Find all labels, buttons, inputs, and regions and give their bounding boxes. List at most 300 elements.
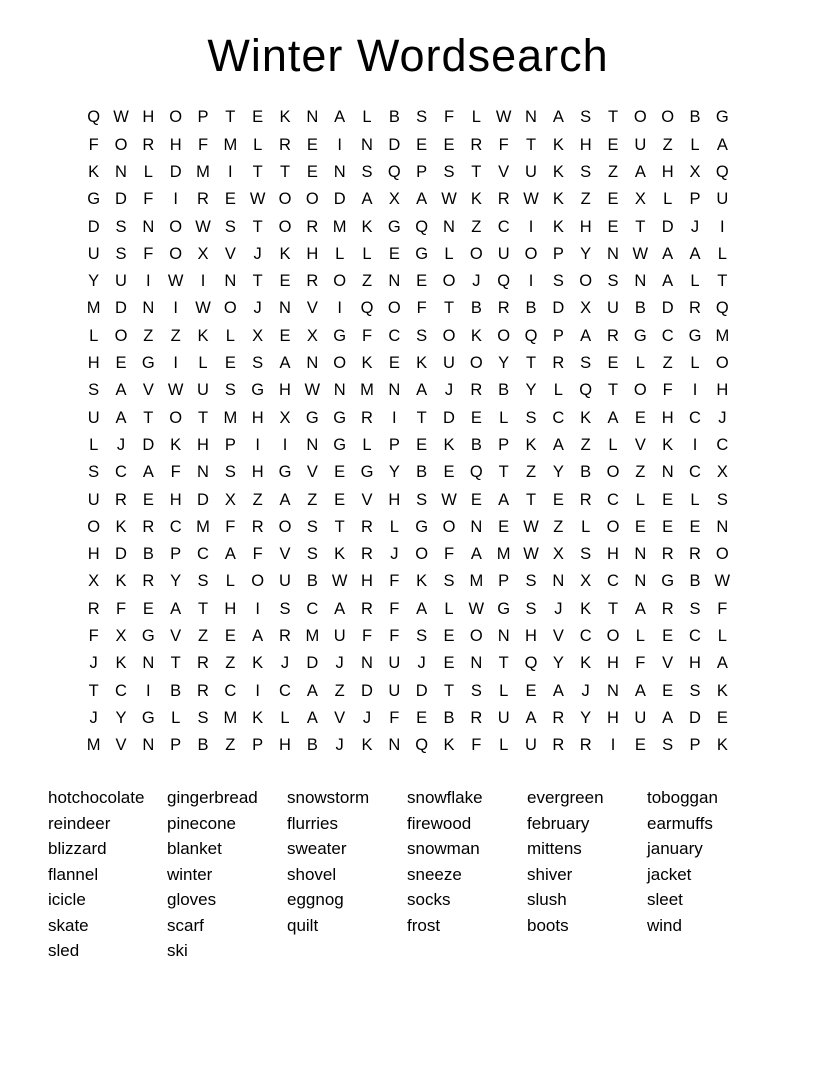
grid-cell: H bbox=[579, 135, 592, 154]
grid-cell: Z bbox=[607, 162, 619, 181]
grid-cell: T bbox=[607, 108, 619, 127]
grid-cell: C bbox=[279, 681, 291, 700]
grid-cell: K bbox=[279, 244, 291, 263]
grid-cell: O bbox=[114, 135, 128, 154]
grid-cell: A bbox=[634, 681, 646, 700]
grid-cell: O bbox=[169, 244, 183, 263]
grid-cell: S bbox=[716, 490, 728, 509]
grid-cell: E bbox=[634, 517, 646, 536]
grid-cell: L bbox=[499, 736, 509, 755]
grid-cell: F bbox=[443, 545, 455, 564]
grid-cell: V bbox=[224, 244, 236, 263]
grid-cell: Y bbox=[88, 272, 100, 291]
grid-cell: L bbox=[717, 627, 727, 646]
grid-cell: S bbox=[525, 572, 537, 591]
grid-cell: N bbox=[634, 272, 647, 291]
grid-cell: T bbox=[252, 162, 263, 181]
grid-cell: F bbox=[88, 135, 99, 154]
grid-cell: E bbox=[634, 408, 646, 427]
grid-cell: W bbox=[495, 108, 512, 127]
grid-cell: F bbox=[498, 135, 509, 154]
grid-cell: E bbox=[443, 463, 455, 482]
grid-cell: S bbox=[416, 108, 428, 127]
page-title: Winter Wordsearch bbox=[207, 30, 609, 81]
grid-cell: H bbox=[361, 572, 373, 591]
grid-cell: I bbox=[528, 272, 534, 291]
grid-cell: S bbox=[197, 708, 209, 727]
grid-cell: J bbox=[280, 654, 290, 673]
grid-cell: S bbox=[552, 272, 564, 291]
grid-cell: C bbox=[607, 572, 619, 591]
grid-cell: A bbox=[607, 408, 619, 427]
grid-cell: Y bbox=[580, 244, 592, 263]
grid-cell: M bbox=[196, 517, 210, 536]
grid-cell: H bbox=[388, 490, 401, 509]
grid-cell: L bbox=[444, 244, 454, 263]
grid-cell: E bbox=[662, 490, 674, 509]
grid-cell: N bbox=[388, 381, 401, 400]
grid-cell: U bbox=[716, 190, 729, 209]
grid-cell: F bbox=[389, 599, 400, 618]
grid-cell: R bbox=[306, 272, 319, 291]
grid-cell: O bbox=[715, 354, 729, 373]
grid-cell: R bbox=[361, 599, 373, 618]
grid-cell: L bbox=[335, 244, 345, 263]
grid-cell: R bbox=[497, 299, 510, 318]
grid-cell: G bbox=[333, 435, 347, 454]
word-item: blanket bbox=[167, 839, 222, 859]
grid-cell: T bbox=[498, 463, 509, 482]
grid-cell: A bbox=[279, 490, 291, 509]
grid-cell: D bbox=[388, 135, 401, 154]
word-item: hotchocolate bbox=[48, 788, 145, 808]
grid-cell: W bbox=[632, 244, 649, 263]
grid-cell: K bbox=[470, 326, 482, 345]
grid-cell: S bbox=[525, 408, 537, 427]
word-item: scarf bbox=[167, 915, 204, 935]
grid-cell: H bbox=[525, 627, 537, 646]
grid-cell: C bbox=[607, 490, 619, 509]
grid-cell: M bbox=[223, 135, 238, 154]
grid-cell: P bbox=[689, 736, 701, 755]
grid-cell: K bbox=[443, 736, 455, 755]
grid-cell: J bbox=[253, 299, 262, 318]
wordsearch-grid bbox=[80, 104, 736, 759]
grid-cell: E bbox=[607, 135, 619, 154]
grid-cell: R bbox=[279, 135, 291, 154]
grid-cell: G bbox=[415, 244, 429, 263]
grid-cell: T bbox=[607, 599, 619, 618]
grid-cell: E bbox=[224, 354, 236, 373]
grid-cell: S bbox=[580, 545, 592, 564]
grid-cell: O bbox=[278, 517, 292, 536]
grid-cell: O bbox=[497, 326, 511, 345]
grid-cell: K bbox=[252, 708, 264, 727]
grid-cell: Y bbox=[498, 354, 510, 373]
grid-cell: U bbox=[87, 244, 100, 263]
grid-cell: S bbox=[88, 463, 100, 482]
grid-cell: G bbox=[360, 463, 374, 482]
grid-cell: R bbox=[579, 490, 592, 509]
grid-cell: M bbox=[86, 299, 101, 318]
word-item: shovel bbox=[287, 864, 337, 884]
grid-cell: S bbox=[88, 381, 100, 400]
grid-cell: E bbox=[662, 517, 674, 536]
grid-cell: N bbox=[361, 135, 373, 154]
grid-cell: K bbox=[552, 162, 564, 181]
grid-cell: T bbox=[717, 272, 728, 291]
grid-cell: K bbox=[88, 162, 100, 181]
grid-cell: H bbox=[87, 545, 100, 564]
word-list-column bbox=[527, 785, 647, 938]
grid-cell: W bbox=[523, 517, 539, 536]
grid-cell: I bbox=[282, 435, 288, 454]
word-item: flurries bbox=[287, 813, 339, 833]
grid-cell: R bbox=[552, 354, 565, 373]
grid-cell: W bbox=[441, 190, 457, 209]
grid-cell: E bbox=[470, 490, 482, 509]
grid-cell: R bbox=[361, 517, 373, 536]
grid-cell: H bbox=[279, 736, 291, 755]
grid-cell: L bbox=[690, 490, 700, 509]
grid-cell: V bbox=[306, 463, 318, 482]
grid-cell: A bbox=[279, 354, 291, 373]
grid-cell: V bbox=[634, 435, 646, 454]
grid-cell: R bbox=[115, 490, 127, 509]
grid-cell: N bbox=[443, 217, 455, 236]
grid-cell: G bbox=[387, 217, 401, 236]
grid-cell: X bbox=[88, 572, 100, 591]
grid-cell: K bbox=[279, 108, 291, 127]
grid-cell: S bbox=[224, 463, 236, 482]
word-item: flannel bbox=[48, 864, 99, 884]
grid-cell: A bbox=[716, 135, 728, 154]
grid-cell: K bbox=[252, 654, 264, 673]
grid-cell: R bbox=[197, 190, 209, 209]
word-list-column bbox=[407, 785, 527, 938]
grid-cell: N bbox=[388, 736, 401, 755]
grid-cell: A bbox=[470, 545, 482, 564]
grid-cell: D bbox=[197, 490, 209, 509]
grid-cell: J bbox=[253, 244, 262, 263]
grid-cell: Z bbox=[361, 272, 373, 291]
grid-cell: R bbox=[142, 135, 155, 154]
grid-cell: E bbox=[607, 190, 619, 209]
grid-cell: P bbox=[416, 162, 428, 181]
grid-cell: K bbox=[416, 354, 428, 373]
grid-cell: F bbox=[361, 627, 373, 646]
grid-cell: J bbox=[472, 272, 481, 291]
grid-cell: S bbox=[525, 599, 537, 618]
grid-cell: O bbox=[633, 381, 647, 400]
grid-cell: O bbox=[579, 272, 593, 291]
grid-cell: A bbox=[662, 708, 674, 727]
grid-cell: S bbox=[470, 681, 482, 700]
grid-cell: A bbox=[115, 381, 127, 400]
grid-cell: L bbox=[663, 190, 673, 209]
grid-cell: T bbox=[334, 517, 345, 536]
grid-cell: N bbox=[224, 272, 237, 291]
grid-cell: Z bbox=[471, 217, 482, 236]
grid-cell: E bbox=[607, 217, 619, 236]
word-item: sled bbox=[48, 941, 80, 961]
grid-cell: Q bbox=[715, 162, 729, 181]
grid-cell: L bbox=[362, 108, 372, 127]
grid-cell: A bbox=[716, 654, 728, 673]
grid-cell: L bbox=[499, 408, 509, 427]
grid-cell: A bbox=[552, 681, 564, 700]
grid-cell: J bbox=[417, 654, 426, 673]
grid-cell: Z bbox=[580, 435, 591, 454]
grid-cell: D bbox=[661, 299, 674, 318]
grid-cell: N bbox=[306, 354, 319, 373]
grid-cell: O bbox=[333, 272, 347, 291]
grid-cell: E bbox=[334, 490, 346, 509]
grid-cell: I bbox=[173, 190, 178, 209]
grid-cell: F bbox=[361, 326, 373, 345]
word-list-column bbox=[48, 785, 167, 964]
grid-cell: V bbox=[552, 627, 564, 646]
grid-cell: E bbox=[443, 135, 455, 154]
grid-cell: X bbox=[279, 408, 291, 427]
grid-cell: M bbox=[360, 381, 374, 400]
grid-cell: M bbox=[496, 545, 511, 564]
grid-cell: S bbox=[279, 599, 291, 618]
grid-cell: F bbox=[635, 654, 646, 673]
word-item: snowflake bbox=[407, 788, 483, 808]
grid-cell: T bbox=[525, 490, 537, 509]
grid-cell: I bbox=[173, 354, 178, 373]
grid-cell: B bbox=[470, 435, 482, 454]
grid-cell: V bbox=[170, 627, 182, 646]
grid-cell: G bbox=[87, 190, 101, 209]
grid-cell: K bbox=[470, 190, 482, 209]
grid-cell: R bbox=[197, 681, 209, 700]
grid-cell: H bbox=[607, 545, 619, 564]
grid-cell: T bbox=[607, 381, 619, 400]
grid-cell: R bbox=[497, 190, 510, 209]
grid-cell: L bbox=[471, 108, 481, 127]
grid-cell: F bbox=[389, 708, 400, 727]
grid-cell: D bbox=[552, 299, 565, 318]
grid-cell: D bbox=[689, 708, 701, 727]
grid-cell: W bbox=[468, 599, 485, 618]
grid-cell: H bbox=[716, 381, 729, 400]
grid-cell: C bbox=[197, 545, 209, 564]
grid-cell: W bbox=[304, 381, 321, 400]
grid-cell: B bbox=[306, 736, 318, 755]
grid-cell: E bbox=[388, 354, 400, 373]
grid-cell: O bbox=[661, 108, 675, 127]
grid-cell: A bbox=[252, 627, 264, 646]
grid-cell: W bbox=[195, 299, 211, 318]
grid-cell: R bbox=[607, 326, 619, 345]
grid-cell: F bbox=[143, 244, 154, 263]
grid-cell: J bbox=[390, 545, 399, 564]
grid-cell: E bbox=[416, 708, 428, 727]
grid-cell: F bbox=[88, 627, 99, 646]
grid-cell: A bbox=[416, 190, 428, 209]
grid-cell: W bbox=[249, 190, 266, 209]
grid-cell: E bbox=[416, 272, 428, 291]
grid-cell: K bbox=[115, 572, 127, 591]
grid-cell: I bbox=[337, 135, 342, 154]
grid-cell: N bbox=[142, 736, 155, 755]
grid-cell: H bbox=[169, 490, 182, 509]
grid-cell: K bbox=[552, 135, 564, 154]
grid-cell: E bbox=[443, 627, 455, 646]
grid-cell: E bbox=[607, 354, 619, 373]
grid-cell: S bbox=[443, 162, 455, 181]
grid-cell: O bbox=[442, 326, 456, 345]
grid-cell: A bbox=[552, 108, 564, 127]
grid-cell: J bbox=[116, 435, 126, 454]
grid-cell: C bbox=[306, 599, 319, 618]
grid-cell: W bbox=[167, 272, 184, 291]
grid-cell: Z bbox=[525, 463, 537, 482]
grid-cell: V bbox=[361, 490, 373, 509]
grid-cell: A bbox=[334, 599, 346, 618]
grid-cell: O bbox=[87, 517, 101, 536]
grid-cell: N bbox=[607, 244, 619, 263]
grid-cell: X bbox=[716, 463, 728, 482]
grid-cell: I bbox=[255, 435, 260, 454]
grid-cell: Z bbox=[662, 135, 673, 154]
grid-cell: H bbox=[661, 408, 674, 427]
grid-cell: N bbox=[716, 517, 729, 536]
grid-cell: I bbox=[146, 681, 151, 700]
grid-cell: O bbox=[633, 108, 647, 127]
word-item: eggnog bbox=[287, 890, 344, 910]
grid-cell: U bbox=[634, 708, 647, 727]
grid-cell: O bbox=[114, 326, 128, 345]
grid-cell: O bbox=[305, 190, 319, 209]
grid-cell: E bbox=[662, 681, 674, 700]
grid-cell: K bbox=[580, 408, 592, 427]
grid-cell: O bbox=[169, 108, 183, 127]
grid-cell: L bbox=[635, 627, 645, 646]
grid-cell: G bbox=[715, 108, 729, 127]
grid-cell: Z bbox=[307, 490, 318, 509]
grid-cell: C bbox=[689, 627, 701, 646]
grid-cell: D bbox=[306, 654, 319, 673]
grid-cell: N bbox=[197, 463, 209, 482]
grid-cell: D bbox=[115, 545, 127, 564]
grid-cell: A bbox=[306, 708, 318, 727]
grid-cell: A bbox=[634, 162, 646, 181]
grid-cell: T bbox=[88, 681, 99, 700]
word-item: snowstorm bbox=[287, 788, 370, 808]
grid-cell: D bbox=[333, 190, 346, 209]
grid-cell: T bbox=[279, 162, 291, 181]
word-item: february bbox=[527, 813, 590, 833]
grid-cell: I bbox=[720, 217, 725, 236]
grid-cell: E bbox=[525, 681, 537, 700]
grid-cell: O bbox=[223, 299, 237, 318]
grid-cell: L bbox=[444, 599, 454, 618]
grid-cell: C bbox=[689, 408, 701, 427]
grid-cell: K bbox=[197, 326, 209, 345]
grid-cell: R bbox=[251, 517, 264, 536]
grid-cell: J bbox=[89, 654, 98, 673]
grid-cell: M bbox=[332, 217, 347, 236]
grid-cell: G bbox=[633, 326, 647, 345]
grid-cell: K bbox=[115, 654, 127, 673]
grid-cell: B bbox=[197, 736, 209, 755]
grid-cell: E bbox=[142, 490, 154, 509]
grid-cell: N bbox=[634, 545, 647, 564]
grid-cell: T bbox=[252, 272, 263, 291]
grid-cell: E bbox=[115, 354, 127, 373]
grid-cell: C bbox=[115, 681, 127, 700]
grid-cell: Q bbox=[87, 108, 101, 127]
grid-cell: U bbox=[634, 135, 647, 154]
grid-cell: L bbox=[581, 517, 591, 536]
grid-cell: I bbox=[528, 217, 534, 236]
grid-cell: Y bbox=[115, 708, 127, 727]
grid-cell: D bbox=[115, 190, 127, 209]
grid-cell: A bbox=[115, 408, 127, 427]
grid-cell: A bbox=[525, 708, 537, 727]
grid-cell: T bbox=[416, 408, 427, 427]
grid-cell: M bbox=[223, 708, 238, 727]
grid-cell: L bbox=[225, 326, 235, 345]
grid-cell: G bbox=[278, 463, 292, 482]
grid-cell: R bbox=[661, 545, 674, 564]
grid-cell: H bbox=[607, 708, 619, 727]
grid-cell: P bbox=[388, 435, 400, 454]
grid-cell: N bbox=[607, 681, 619, 700]
grid-cell: N bbox=[279, 299, 291, 318]
grid-cell: L bbox=[198, 354, 208, 373]
grid-cell: P bbox=[197, 108, 209, 127]
grid-cell: U bbox=[197, 381, 209, 400]
grid-cell: W bbox=[195, 217, 211, 236]
grid-cell: I bbox=[692, 381, 698, 400]
grid-cell: F bbox=[252, 545, 263, 564]
grid-cell: Y bbox=[552, 463, 564, 482]
word-list-column bbox=[647, 785, 767, 938]
grid-cell: F bbox=[225, 517, 236, 536]
grid-cell: L bbox=[499, 681, 509, 700]
grid-cell: E bbox=[334, 463, 346, 482]
grid-cell: X bbox=[580, 572, 592, 591]
grid-cell: B bbox=[416, 463, 428, 482]
grid-cell: C bbox=[497, 217, 510, 236]
grid-cell: X bbox=[388, 190, 400, 209]
grid-cell: F bbox=[717, 599, 728, 618]
grid-cell: F bbox=[197, 135, 209, 154]
grid-cell: O bbox=[606, 627, 620, 646]
grid-cell: T bbox=[225, 108, 236, 127]
grid-cell: X bbox=[224, 490, 236, 509]
grid-cell: E bbox=[388, 244, 400, 263]
word-item: wind bbox=[647, 915, 682, 935]
grid-cell: O bbox=[469, 244, 483, 263]
grid-cell: P bbox=[552, 326, 564, 345]
grid-cell: I bbox=[255, 599, 260, 618]
grid-cell: Q bbox=[579, 381, 593, 400]
grid-cell: G bbox=[497, 599, 511, 618]
grid-cell: Z bbox=[197, 627, 209, 646]
grid-cell: O bbox=[606, 463, 620, 482]
grid-cell: H bbox=[689, 654, 701, 673]
grid-cell: N bbox=[333, 162, 346, 181]
grid-cell: X bbox=[634, 190, 646, 209]
grid-cell: N bbox=[306, 108, 319, 127]
word-item: earmuffs bbox=[647, 813, 713, 833]
grid-cell: U bbox=[115, 272, 127, 291]
